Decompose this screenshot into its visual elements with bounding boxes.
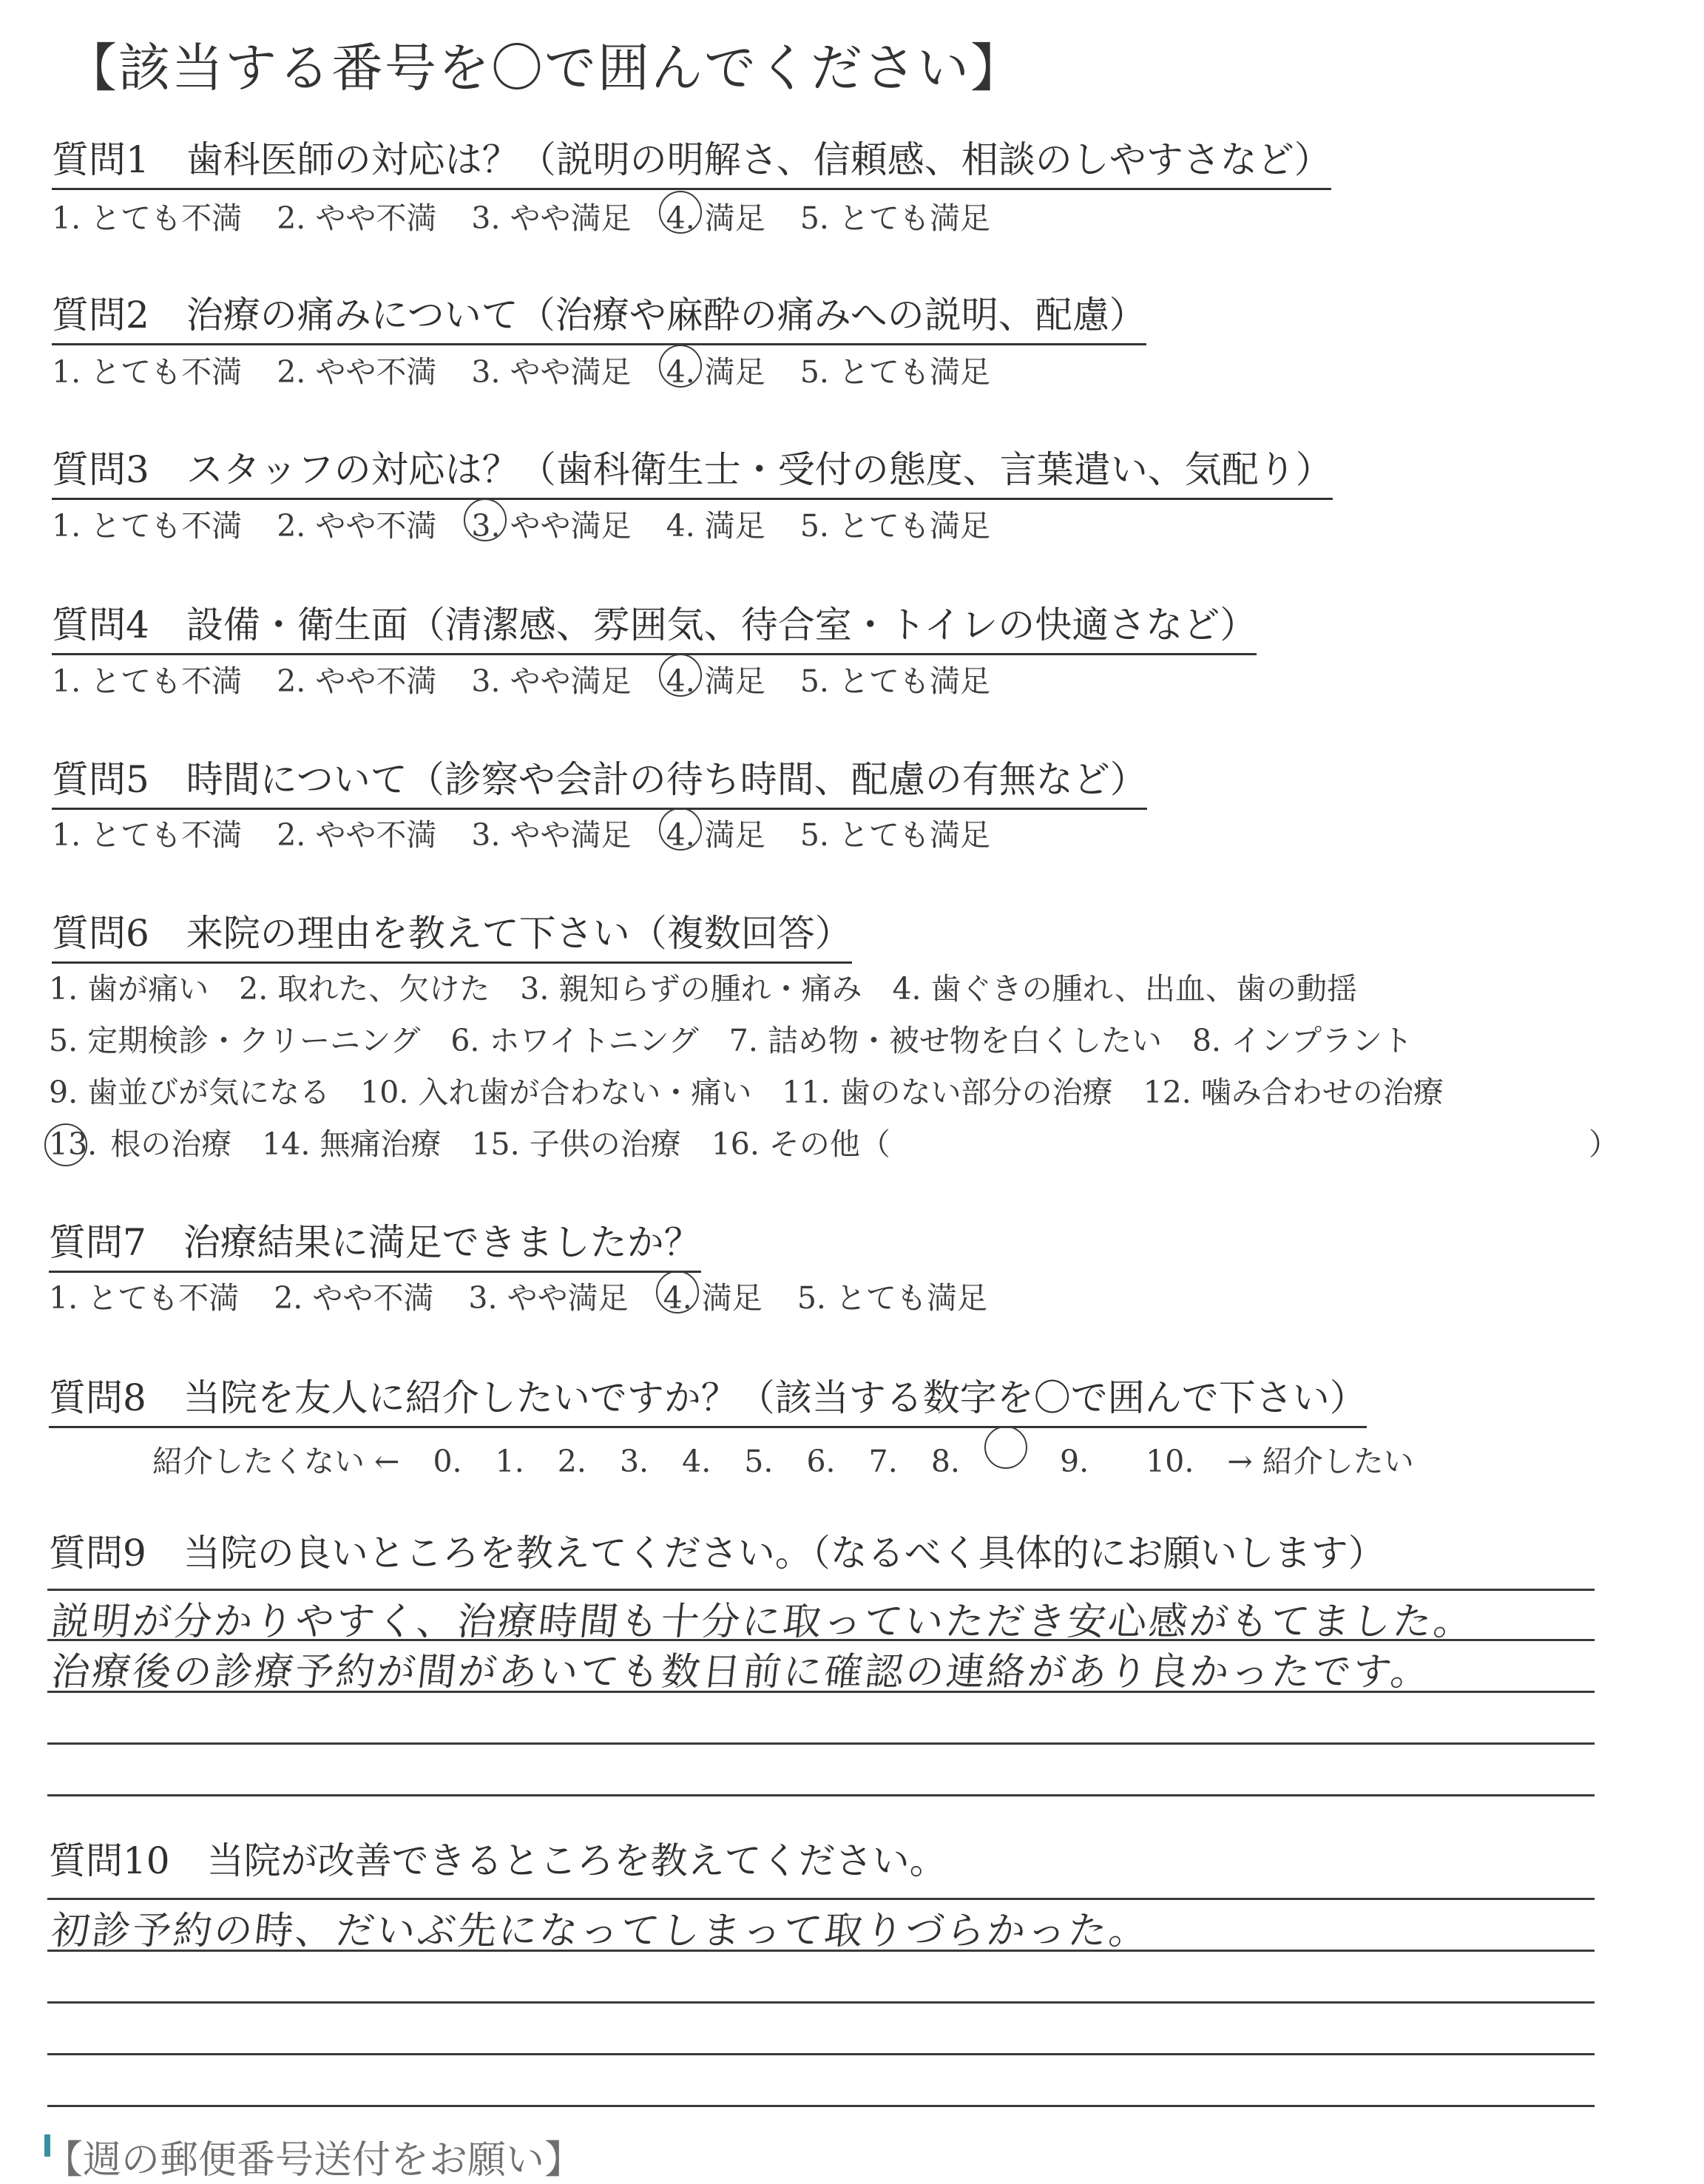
question-5-title: 質問5 時間について（診察や会計の待ち時間、配慮の有無など） bbox=[52, 750, 1147, 810]
q8-left-label: 紹介したくない ← bbox=[152, 1444, 400, 1479]
q10-answer-line-1[interactable]: 初診予約の時、だいぶ先になってしまって取りづらかった。 bbox=[49, 1909, 1152, 1953]
q8-scale-5[interactable]: 5. bbox=[744, 1444, 774, 1479]
q4-option-1[interactable]: 1. とても不満 bbox=[52, 663, 243, 699]
q3-option-3-selected[interactable] bbox=[471, 501, 631, 545]
question-2-options bbox=[52, 348, 1015, 391]
question-5-options bbox=[52, 811, 1015, 854]
answer-line bbox=[47, 2105, 1595, 2107]
question-8-title: 質問8 当院を友人に紹介したいですか？（該当する数字を〇で囲んで下さい） bbox=[49, 1368, 1367, 1428]
answer-line bbox=[47, 2053, 1595, 2055]
q1-option-1[interactable]: 1. とても不満 bbox=[52, 200, 243, 236]
q8-scale-4[interactable]: 4. bbox=[682, 1444, 711, 1479]
q8-scale-1[interactable]: 1. bbox=[495, 1444, 524, 1479]
q2-option-4-label: 4. 満足 bbox=[666, 354, 765, 390]
q7-option-3[interactable]: 3. やや満足 bbox=[468, 1280, 629, 1316]
answer-line bbox=[47, 2001, 1595, 2004]
q5-option-3[interactable]: 3. やや満足 bbox=[471, 817, 632, 853]
question-10-title: 質問10 当院が改善できるところを教えてください。 bbox=[49, 1839, 947, 1882]
question-1-options bbox=[52, 194, 1015, 237]
q9-answer-line-2[interactable]: 治療後の診療予約が間があいても数日前に確認の連絡があり良かったです。 bbox=[49, 1650, 1434, 1694]
q1-option-5[interactable]: 5. とても満足 bbox=[799, 200, 990, 236]
q7-option-5[interactable]: 5. とても満足 bbox=[797, 1280, 987, 1316]
q8-scale-9-label: 9. bbox=[1059, 1444, 1089, 1479]
q1-option-2[interactable]: 2. やや不満 bbox=[277, 200, 437, 236]
q8-scale-3[interactable]: 3. bbox=[619, 1444, 649, 1479]
q8-scale-6[interactable]: 6. bbox=[806, 1444, 836, 1479]
q8-scale-row bbox=[152, 1429, 1438, 1481]
q6-other-close-paren: ） bbox=[1589, 1126, 1619, 1162]
selection-circle bbox=[659, 345, 702, 388]
question-7-title: 質問7 治療結果に満足できましたか？ bbox=[49, 1213, 701, 1273]
q2-option-4-selected[interactable] bbox=[666, 348, 765, 391]
q3-option-4[interactable]: 4. 満足 bbox=[666, 508, 765, 544]
question-4-options bbox=[52, 657, 1015, 700]
q8-scale-9-selected[interactable] bbox=[993, 1429, 1112, 1479]
q6-options-row-1[interactable]: 1. 歯が痛い 2. 取れた、欠けた 3. 親知らずの腫れ・痛み 4. 歯ぐきの腫れ、出血、歯の動揺 bbox=[49, 971, 1358, 1007]
q2-option-5[interactable]: 5. とても満足 bbox=[799, 354, 990, 390]
q5-option-1[interactable]: 1. とても不満 bbox=[52, 817, 243, 853]
q5-option-4-label: 4. 満足 bbox=[666, 817, 765, 853]
question-3-options bbox=[52, 501, 1015, 545]
selection-circle bbox=[659, 191, 702, 234]
q6-options-row-3[interactable]: 9. 歯並びが気になる 10. 入れ歯が合わない・痛い 11. 歯のない部分の治療 12. 噛み合わせの治療 bbox=[49, 1075, 1444, 1110]
q5-option-5[interactable]: 5. とても満足 bbox=[799, 817, 990, 853]
selection-circle bbox=[659, 654, 702, 697]
q5-option-4-selected[interactable] bbox=[666, 811, 765, 854]
q7-option-2[interactable]: 2. やや不満 bbox=[274, 1280, 434, 1316]
q6-options-row-2[interactable]: 5. 定期検診・クリーニング 6. ホワイトニング 7. 詰め物・被せ物を白くしたい 8. インプラント bbox=[49, 1023, 1413, 1058]
q8-scale-10[interactable]: 10. bbox=[1146, 1444, 1194, 1479]
q3-option-3-label: 3. やや満足 bbox=[471, 508, 632, 544]
q2-option-3[interactable]: 3. やや満足 bbox=[471, 354, 632, 390]
selection-circle bbox=[464, 498, 507, 541]
q3-option-1[interactable]: 1. とても不満 bbox=[52, 508, 243, 544]
question-7-options bbox=[49, 1274, 1012, 1317]
question-1-title: 質問1 歯科医師の対応は？（説明の明解さ、信頼感、相談のしやすさなど） bbox=[52, 130, 1331, 190]
q2-option-2[interactable]: 2. やや不満 bbox=[277, 354, 437, 390]
q8-scale-0[interactable]: 0. bbox=[433, 1444, 462, 1479]
q7-option-4-selected[interactable] bbox=[663, 1274, 763, 1317]
q6-option-13-selected[interactable] bbox=[49, 1126, 97, 1162]
q6-option-13-label: 13. bbox=[49, 1126, 98, 1162]
question-3-title: 質問3 スタッフの対応は？（歯科衛生士・受付の態度、言葉遣い、気配り） bbox=[52, 440, 1333, 500]
answer-line bbox=[47, 1794, 1595, 1796]
q8-scale-7[interactable]: 7. bbox=[868, 1444, 898, 1479]
answer-line bbox=[47, 1691, 1595, 1693]
question-2-title: 質問2 治療の痛みについて（治療や麻酔の痛みへの説明、配慮） bbox=[52, 285, 1146, 345]
page-title: 【該当する番号を〇で囲んでください】 bbox=[65, 38, 1024, 98]
q8-scale-2[interactable]: 2. bbox=[557, 1444, 586, 1479]
q4-option-5[interactable]: 5. とても満足 bbox=[799, 663, 990, 699]
q2-option-1[interactable]: 1. とても不満 bbox=[52, 354, 243, 390]
q1-option-4-label: 4. 満足 bbox=[666, 200, 765, 236]
answer-line bbox=[47, 1742, 1595, 1745]
q5-option-2[interactable]: 2. やや不満 bbox=[277, 817, 437, 853]
q4-option-2[interactable]: 2. やや不満 bbox=[277, 663, 437, 699]
q8-scale-8[interactable]: 8. bbox=[930, 1444, 960, 1479]
question-9-title: 質問9 当院の良いところを教えてください。（なるべく具体的にお願いします） bbox=[49, 1532, 1385, 1575]
selection-circle bbox=[44, 1123, 87, 1166]
q3-option-5[interactable]: 5. とても満足 bbox=[799, 508, 990, 544]
q9-answer-line-1[interactable]: 説明が分かりやすく、治療時間も十分に取っていただき安心感がもてました。 bbox=[49, 1600, 1477, 1644]
answer-line bbox=[47, 1950, 1595, 1952]
footer-cut-text: 【週の郵便番号送付をお願い】 bbox=[44, 2138, 584, 2183]
selection-circle bbox=[656, 1271, 699, 1314]
q3-option-2[interactable]: 2. やや不満 bbox=[277, 508, 437, 544]
q1-option-4-selected[interactable] bbox=[666, 194, 765, 237]
q8-right-label: → 紹介したい bbox=[1227, 1444, 1414, 1479]
q7-option-1[interactable]: 1. とても不満 bbox=[49, 1280, 240, 1316]
q6-options-row-4 bbox=[49, 1120, 890, 1163]
q6-options-row-4-rest[interactable]: 根の治療 14. 無痛治療 15. 子供の治療 16. その他（ bbox=[110, 1126, 890, 1162]
q7-option-4-label: 4. 満足 bbox=[663, 1280, 763, 1316]
question-6-title: 質問6 来院の理由を教えて下さい（複数回答） bbox=[52, 904, 852, 964]
selection-circle bbox=[659, 808, 702, 851]
question-4-title: 質問4 設備・衛生面（清潔感、雰囲気、待合室・トイレの快適さなど） bbox=[52, 595, 1257, 655]
selection-circle bbox=[984, 1426, 1027, 1469]
q4-option-4-label: 4. 満足 bbox=[666, 663, 765, 699]
q4-option-4-selected[interactable] bbox=[666, 657, 765, 700]
q4-option-3[interactable]: 3. やや満足 bbox=[471, 663, 632, 699]
q1-option-3[interactable]: 3. やや満足 bbox=[471, 200, 632, 236]
